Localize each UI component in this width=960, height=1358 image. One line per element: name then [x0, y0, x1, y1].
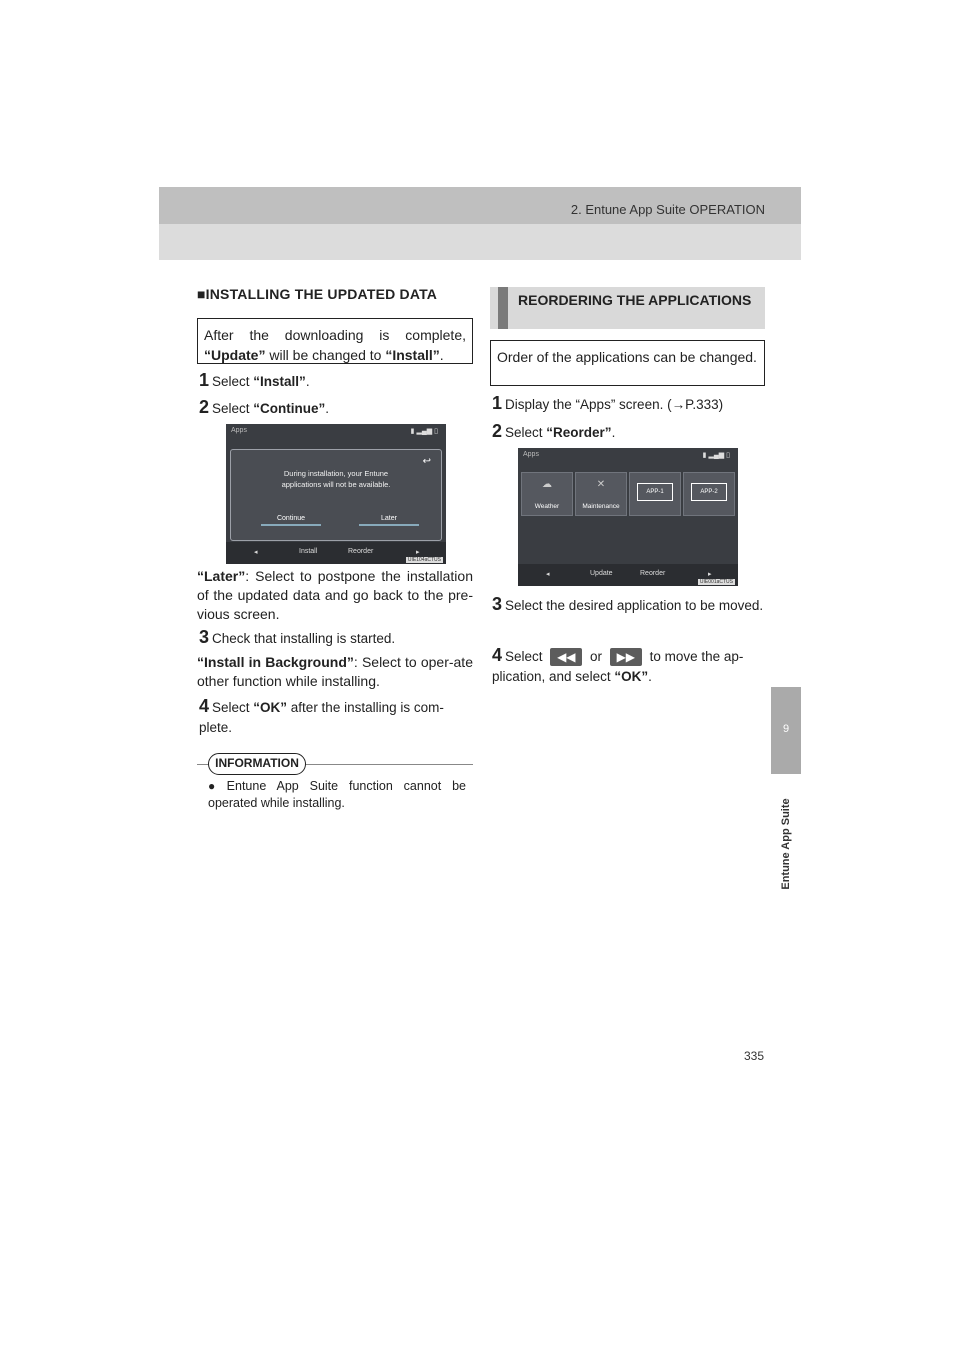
continue-button[interactable]: Continue — [261, 512, 321, 526]
bullet-icon: ● — [208, 779, 223, 793]
left-step-1: 1 Select “Install”. — [199, 370, 310, 390]
app-2-tile[interactable]: APP-2 — [683, 472, 735, 516]
signal-icon: ▮ ▂▄▆ ▯ — [410, 428, 438, 435]
right-step-2: 2 Select “Reorder”. — [492, 421, 616, 441]
information-label: INFORMATION — [208, 753, 306, 775]
page-number: 335 — [743, 1049, 764, 1063]
install-dialog-screenshot — [226, 424, 446, 564]
chevron-left-icon[interactable]: ◂ — [546, 571, 550, 578]
installing-heading: ■INSTALLING THE UPDATED DATA — [197, 286, 438, 302]
screen-title: Apps — [231, 427, 247, 434]
weather-tile[interactable]: ☁ Weather — [521, 472, 573, 516]
install-tab[interactable]: Install — [299, 548, 318, 555]
reorder-note-box: Order of the applications can be changed. — [490, 340, 765, 386]
maintenance-tile[interactable]: ✕ Maintenance — [575, 472, 627, 516]
left-step-2: 2 Select “Continue”. — [199, 397, 330, 417]
chapter-label — [771, 784, 801, 904]
chevron-right-icon[interactable]: ▸ — [416, 549, 420, 556]
wrench-icon: ✕ — [596, 479, 606, 490]
right-step-4: 4 Select ◀◀ or ▶▶ to move the ap-plication, and select “OK”. — [492, 645, 744, 684]
back-icon: ↩ — [422, 456, 431, 467]
chapter-label-text: Entune App Suite — [780, 798, 792, 890]
chevron-left-icon[interactable]: ◂ — [254, 549, 258, 556]
install-dialog — [230, 449, 442, 541]
chevron-right-icon[interactable]: ▸ — [708, 571, 712, 578]
right-step-1: 1 Display the “Apps” screen. (→P.333) — [492, 393, 724, 413]
cloud-icon: ☁ — [542, 479, 552, 490]
right-step-3: 3 Select the desired application to be moved. — [492, 594, 764, 614]
header-title: 2. Entune App Suite OPERATION — [570, 202, 765, 217]
figure-code: UIE104aCTUS — [407, 557, 441, 563]
background-description: “Install in Background”: Select to oper-ate other function while installing. — [197, 654, 473, 689]
information-text: ● Entune App Suite function cannot be operated while installing. — [208, 779, 466, 810]
later-button[interactable]: Later — [359, 512, 419, 526]
install-note-box: After the downloading is complete, “Update” will be changed to “Install”. — [197, 318, 473, 364]
left-step-3: 3 Check that installing is started. — [199, 627, 396, 647]
signal-icon: ▮ ▂▄▆ ▯ — [702, 452, 730, 459]
install-dialog-message: During installation, your Entune applications will not be available. — [281, 469, 391, 489]
chapter-number-tab: 9 — [771, 687, 801, 774]
later-description: “Later”: Select to postpone the installation of the updated data and go back to the pre-vious screen. — [197, 568, 473, 622]
figure-code: UIE001aCTUS — [699, 579, 733, 585]
header-band — [159, 224, 801, 260]
move-right-icon: ▶▶ — [610, 648, 642, 666]
app-1-tile[interactable]: APP-1 — [629, 472, 681, 516]
reorder-tab[interactable]: Reorder — [348, 548, 374, 555]
move-left-icon: ◀◀ — [550, 648, 582, 666]
reordering-heading: REORDERING THE APPLICATIONS — [490, 287, 765, 329]
header-bar — [159, 187, 801, 224]
update-tab[interactable]: Update — [590, 570, 613, 577]
reorder-tab[interactable]: Reorder — [640, 570, 666, 577]
apps-screen-screenshot — [518, 448, 738, 586]
left-step-4: 4 Select “OK” after the installing is com-plete. — [199, 696, 444, 735]
screen-title: Apps — [523, 451, 539, 458]
